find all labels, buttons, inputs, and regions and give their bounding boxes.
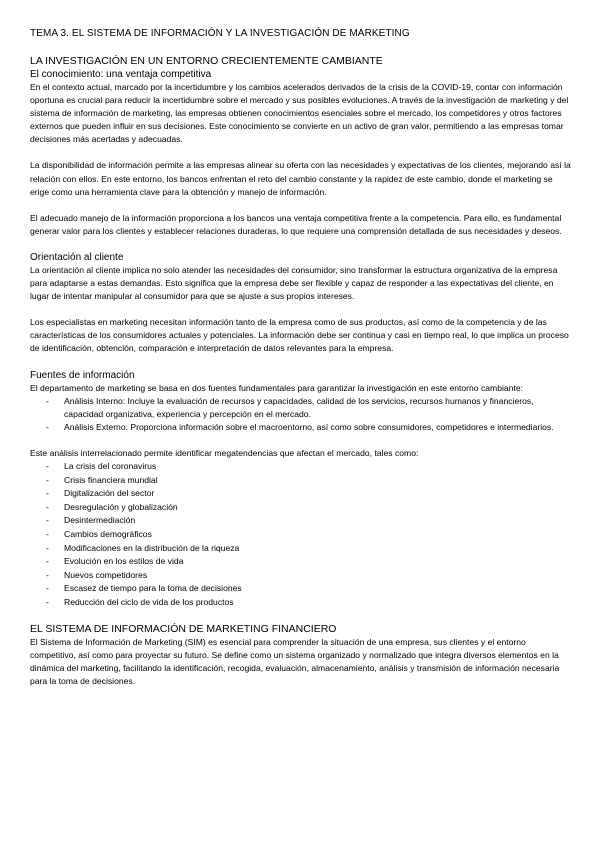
spacer [30, 610, 574, 623]
paragraph-manejo: El adecuado manejo de la información proporciona a los bancos una ventaja competitiva frente a la competencia. Para ello, es fundamental generar valor para los clientes y establecer relaciones duraderas, lo que requiere una comprensión detallada de sus necesidades y deseos. [30, 212, 562, 236]
spacer [30, 434, 574, 447]
list-item: - Análisis Interno: Incluye la evaluación de recursos y capacidades, calidad de los servicios, recursos humanos y financieros, capacidad organizativa, experiencia y percepción en el mercado. [46, 395, 574, 421]
paragraph-fuentes: El departamento de marketing se basa en dos fuentes fundamentales para garantizar la investigación en este entorno cambiante: [30, 382, 524, 393]
list-item: - Reducción del ciclo de vida de los productos [46, 596, 574, 610]
subheading-conocimiento: El conocimiento: una ventaja competitiva [30, 69, 212, 80]
spacer [30, 146, 574, 159]
paragraph-especialistas: Los especialistas en marketing necesitan información tanto de la empresa como de sus productos, así como de la competencia y de las características de los consumidores actuales y potenciales. La información debe ser continua y casi en tiempo real, lo que implica un proceso de identificación, obtención, comparación e interpretación de datos relevantes para la empresa. [30, 317, 569, 354]
list-item: - Escasez de tiempo para la toma de decisiones [46, 582, 574, 596]
document-title: TEMA 3. EL SISTEMA DE INFORMACIÓN Y LA INVESTIGACIÓN DE MARKETING [30, 28, 410, 39]
section-heading-investigacion: LA INVESTIGACIÓN EN UN ENTORNO CRECIENTEMENTE CAMBIANTE [30, 55, 383, 67]
list-item: - Digitalización del sector [46, 487, 574, 501]
spacer [30, 356, 574, 369]
trends-list [30, 460, 574, 610]
paragraph-contexto: En el contexto actual, marcado por la incertidumbre y los cambios acelerados derivados de la crisis de la COVID-19, contar con información oportuna es crucial para reducir la incertidumbre sobre el mercado y sus posibles evoluciones. A través de la investigación de marketing y del sistema de información de marketing, las empresas obtienen conocimientos esenciales sobre el mercado, los competidores y otros factores externos que pueden influir en sus decisiones. Este conocimiento se convierte en un activo de gran valor, permitiendo a las empresas tomar decisiones más acertadas y adecuadas. [30, 82, 569, 145]
list-item: - Desintermediación [46, 514, 574, 528]
spacer [30, 238, 574, 251]
spacer [30, 199, 574, 212]
list-item: - Crisis financiera mundial [46, 474, 574, 488]
paragraph-orientacion: La orientación al cliente implica no solo atender las necesidades del consumidor, sino transformar la estructura organizativa de la empresa para adaptarse a estas demandas. Esto significa que la empresa debe ser flexible y capaz de responder a las expectativas del cliente, en lugar de intentar manipular al consumidor para que se ajuste a sus propios intereses. [30, 264, 558, 302]
document-page [30, 27, 574, 688]
list-item: - Modificaciones en la distribución de la riqueza [46, 542, 574, 556]
spacer [30, 303, 574, 316]
section-heading-sim: EL SISTEMA DE INFORMACIÓN DE MARKETING FINANCIERO [30, 622, 337, 635]
paragraph-sim: El Sistema de Información de Marketing (SIM) es esencial para comprender la situación de una empresa, sus clientes y el entorno competitivo, así como para proyectar su futuro. Se define como un sistema organizado y normalizado que integra diversos elementos en la dinámica del marketing, facilitando la identificación, recogida, evaluación, almacenamiento, análisis y transmisión de información necesaria para la toma de decisiones. [30, 636, 560, 686]
paragraph-megatendencias: Este análisis interrelacionado permite identificar megatendencias que afectan el mercado, tales como: [30, 447, 419, 458]
list-item: - Cambios demográficos [46, 528, 574, 542]
subheading-orientacion: Orientación al cliente [30, 251, 124, 263]
list-item: - Evolución en los estilos de vida [46, 555, 574, 569]
subheading-fuentes: Fuentes de información [30, 369, 135, 381]
list-item: - Análisis Externo: Proporciona información sobre el macroentorno, así como sobre consumidores, competidores e intermediarios. [46, 421, 574, 434]
list-item: - La crisis del coronavirus [46, 460, 574, 474]
list-item: - Nuevos competidores [46, 569, 574, 583]
list-item: - Desregulación y globalización [46, 501, 574, 515]
sources-list [30, 395, 574, 434]
paragraph-disponibilidad: La disponibilidad de información permite a las empresas alinear su oferta con las necesidades y expectativas de los clientes, mejorando así la relación con ellos. En este entorno, los bancos enfrentan el reto del cambio constante y la rapidez de este cambio, donde el marketing se erige como una herramienta clave para la obtención y manejo de información. [30, 160, 571, 197]
